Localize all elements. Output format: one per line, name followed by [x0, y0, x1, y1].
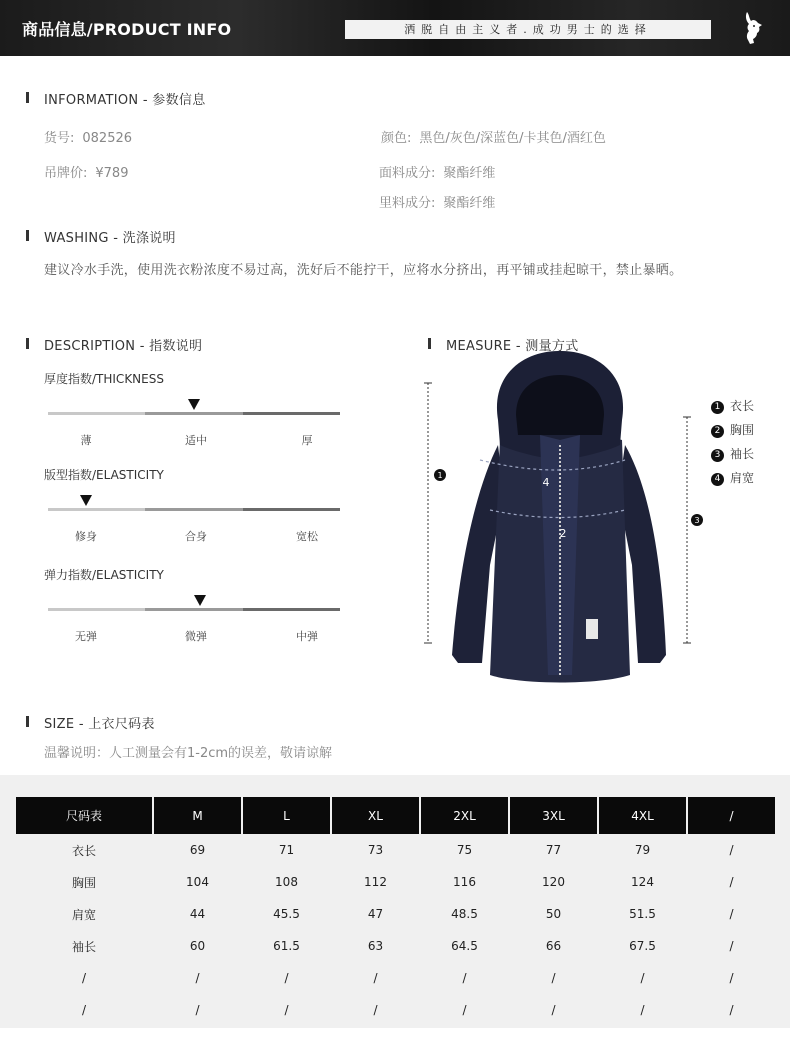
size-cell: 60 — [189, 939, 206, 953]
jacket-label-patch — [586, 619, 598, 639]
jacket-measure-diagram — [420, 345, 710, 695]
size-cell: 66 — [545, 939, 562, 953]
size-cell: / — [729, 939, 734, 953]
washing-heading: WASHING - 洗涤说明 — [44, 227, 176, 246]
size-header-cell: 尺码表 — [16, 797, 152, 834]
description-heading: DESCRIPTION - 指数说明 — [44, 335, 202, 354]
size-cell: 50 — [545, 907, 562, 921]
size-cell: / — [284, 1003, 289, 1017]
size-cell: 64.5 — [451, 939, 478, 953]
page-header — [0, 0, 790, 56]
fabric-info — [379, 162, 495, 181]
size-cell: / — [462, 1003, 467, 1017]
tag-price — [44, 162, 128, 181]
lining-info — [379, 192, 495, 211]
size-cell: 73 — [367, 843, 384, 857]
legend-number: 2 — [711, 425, 724, 438]
size-header-cell: 4XL — [599, 797, 686, 834]
size-cell: 71 — [278, 843, 295, 857]
information-heading: INFORMATION - 参数信息 — [44, 89, 206, 108]
size-cell: 胸围 — [71, 875, 96, 890]
size-cell: 48.5 — [451, 907, 478, 921]
size-header-cell: / — [688, 797, 775, 834]
lining-key: 里料成分: — [379, 196, 436, 211]
size-cell: 104 — [186, 875, 209, 889]
item-number — [44, 127, 132, 146]
scale-bar-segment — [48, 608, 145, 611]
washing-text: 建议冷水手洗，使用洗衣粉浓度不易过高，洗好后不能拧干，应将水分挤出，再平铺或挂起晾干，禁止暴晒。 — [44, 263, 683, 278]
legend-item — [711, 469, 754, 486]
size-cell: / — [195, 1003, 200, 1017]
scale-option-label: 无弹 — [75, 630, 97, 643]
table-row — [16, 994, 775, 1026]
size-cell: 衣长 — [71, 843, 96, 858]
size-cell: / — [729, 971, 734, 985]
size-cell: 45.5 — [273, 907, 300, 921]
size-table — [14, 797, 777, 1026]
scale-marker-icon — [194, 595, 206, 606]
scale-option-label: 修身 — [75, 530, 97, 543]
size-heading: SIZE - 上衣尺码表 — [44, 713, 155, 732]
scale-bar-segment — [48, 508, 145, 511]
scale-bar-segment — [243, 508, 340, 511]
size-cell: 51.5 — [629, 907, 656, 921]
scale-label: 厚度指数/THICKNESS — [44, 372, 164, 386]
item-number-value: 082526 — [82, 131, 133, 146]
size-note: 温馨说明：人工测量会有1-2cm的误差，敬请谅解 — [44, 746, 333, 761]
lining-value: 聚酯纤维 — [443, 196, 496, 211]
size-cell: / — [729, 1003, 734, 1017]
size-cell: 袖长 — [71, 939, 96, 954]
fabric-key: 面料成分: — [379, 166, 436, 181]
table-row — [16, 866, 775, 898]
size-cell: 108 — [275, 875, 298, 889]
size-cell: 44 — [189, 907, 206, 921]
legend-item — [711, 445, 754, 462]
size-cell: 67.5 — [629, 939, 656, 953]
color-info — [381, 127, 606, 146]
size-header-cell: 3XL — [510, 797, 597, 834]
marker-4-text: 4 — [542, 476, 550, 489]
bunny-logo-icon — [738, 10, 768, 46]
size-cell: / — [551, 971, 556, 985]
size-cell: / — [195, 971, 200, 985]
size-cell: / — [373, 1003, 378, 1017]
scale-bar-segment — [243, 608, 340, 611]
size-cell: 61.5 — [273, 939, 300, 953]
marker-2-text: 2 — [559, 527, 567, 540]
size-cell: / — [729, 875, 734, 889]
header-title: 商品信息/PRODUCT INFO — [22, 20, 232, 39]
size-cell: 75 — [456, 843, 473, 857]
scale-label: 版型指数/ELASTICITY — [44, 468, 164, 482]
size-cell: 120 — [542, 875, 565, 889]
size-cell: / — [640, 1003, 645, 1017]
scale-option-label: 合身 — [185, 530, 207, 543]
size-cell: 116 — [453, 875, 476, 889]
table-row — [16, 962, 775, 994]
table-row — [16, 898, 775, 930]
marker-3-text: 3 — [694, 516, 700, 525]
legend-item — [711, 421, 754, 438]
legend-label: 袖长 — [730, 447, 755, 461]
scale-bar-segment — [243, 412, 340, 415]
table-row — [16, 834, 775, 866]
legend-number: 1 — [711, 401, 724, 414]
color-value: 黑色/灰色/深蓝色/卡其色/酒红色 — [419, 131, 606, 146]
size-cell: 77 — [545, 843, 562, 857]
measure-heading: MEASURE - 测量方式 — [446, 335, 579, 354]
size-cell: 69 — [189, 843, 206, 857]
color-key: 颜色: — [381, 131, 412, 146]
size-cell: 112 — [364, 875, 387, 889]
legend-label: 肩宽 — [730, 471, 755, 485]
size-cell: 47 — [367, 907, 384, 921]
scale-marker-icon — [188, 399, 200, 410]
scale-option-label: 厚 — [301, 434, 313, 447]
scale-option-label: 宽松 — [296, 530, 318, 543]
legend-number: 3 — [711, 449, 724, 462]
size-cell: / — [373, 971, 378, 985]
tag-price-value: ¥789 — [95, 166, 129, 181]
size-cell: / — [729, 843, 734, 857]
scale-bar-segment — [145, 412, 242, 415]
size-cell: 63 — [367, 939, 384, 953]
size-header-cell: L — [243, 797, 330, 834]
size-cell: / — [729, 907, 734, 921]
scale-option-label: 适中 — [185, 434, 207, 447]
tag-price-key: 吊牌价: — [44, 166, 88, 181]
scale-marker-icon — [80, 495, 92, 506]
scale-bar-segment — [48, 412, 145, 415]
scale-label: 弹力指数/ELASTICITY — [44, 568, 164, 582]
size-cell: / — [551, 1003, 556, 1017]
legend-label: 衣长 — [730, 399, 755, 413]
size-table-header — [16, 797, 775, 834]
size-table-body — [16, 834, 775, 1026]
size-cell: / — [640, 971, 645, 985]
size-header-cell: 2XL — [421, 797, 508, 834]
size-cell: / — [81, 971, 87, 985]
scale-option-label: 微弹 — [185, 630, 207, 643]
header-slogan: 洒脱自由主义者.成功男士的选择 — [345, 20, 711, 39]
size-cell: 肩宽 — [71, 907, 96, 922]
size-cell: / — [462, 971, 467, 985]
size-cell: / — [284, 971, 289, 985]
marker-1-text: 1 — [437, 471, 443, 480]
size-cell: 79 — [634, 843, 651, 857]
size-header-cell: M — [154, 797, 241, 834]
fabric-value: 聚酯纤维 — [443, 166, 496, 181]
scale-bar-segment — [145, 508, 242, 511]
size-header-cell: XL — [332, 797, 419, 834]
item-number-key: 货号: — [44, 131, 75, 146]
legend-item — [711, 397, 754, 414]
scale-bar-segment — [145, 608, 242, 611]
size-cell: / — [81, 1003, 87, 1017]
size-cell: 124 — [631, 875, 654, 889]
scale-option-label: 中弹 — [296, 630, 318, 643]
legend-number: 4 — [711, 473, 724, 486]
table-row — [16, 930, 775, 962]
legend-label: 胸围 — [730, 423, 755, 437]
scale-option-label: 薄 — [80, 434, 92, 447]
